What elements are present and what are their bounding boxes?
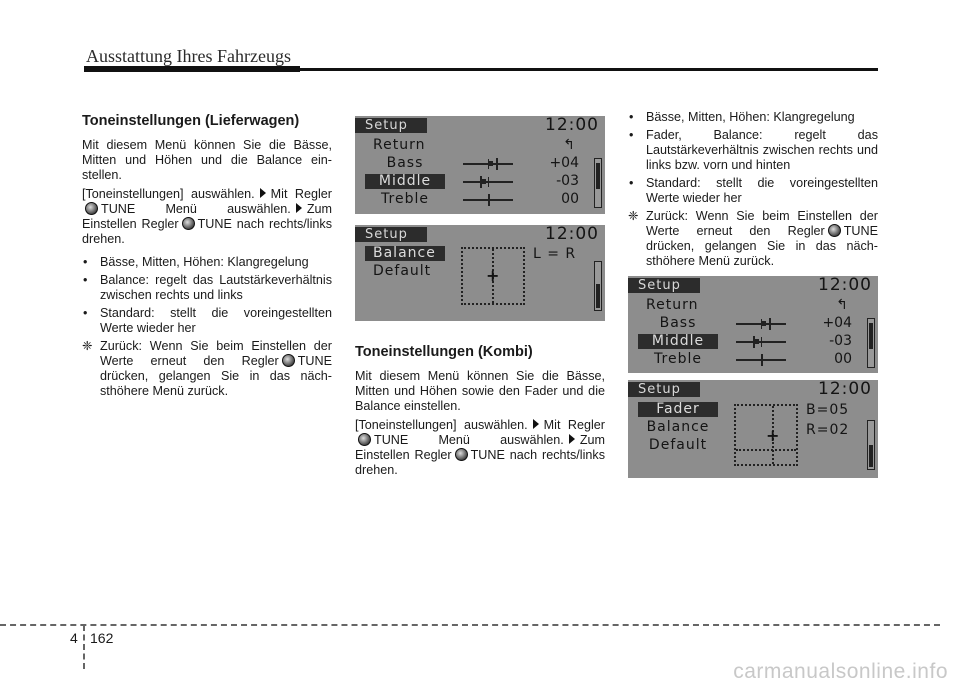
treble-slider[interactable] — [463, 199, 513, 201]
arrow-right-icon — [260, 188, 266, 198]
note-part: TUNE drücken, gelangen Sie in das näch-sthöhere Menü zurück. — [646, 224, 878, 268]
scrollbar[interactable] — [867, 420, 875, 470]
menu-item-treble[interactable]: Treble — [381, 191, 429, 207]
header-rule-accent — [84, 66, 300, 72]
position-marker-icon: + — [486, 266, 500, 285]
balance-value: R=02 — [806, 422, 850, 438]
instruction-text — [355, 418, 605, 478]
note-symbol-icon: ❈ — [628, 209, 639, 223]
eq-screen — [355, 116, 605, 214]
list-item: • Bässe, Mitten, Höhen: Klangregelung — [628, 110, 878, 125]
chapter-number: 4 — [70, 630, 78, 646]
menu-item-middle[interactable]: Middle — [638, 334, 718, 349]
note-text — [82, 339, 332, 399]
clock-display: 12:00 — [545, 225, 599, 244]
slider-handle[interactable] — [496, 158, 498, 170]
setup-label: Setup — [355, 227, 427, 242]
menu-item-bass[interactable]: Bass — [386, 155, 424, 171]
slider-fill — [754, 339, 759, 344]
balance-value: L = R — [533, 246, 577, 262]
list-item: • Bässe, Mitten, Höhen: Klangregelung — [82, 255, 332, 270]
eq-screen-kombi — [628, 276, 878, 373]
position-marker-icon: + — [766, 426, 780, 445]
page-number: 162 — [90, 630, 114, 646]
step-text: TUNE nach rechts/links drehen. — [355, 448, 605, 477]
clock-display: 12:00 — [818, 380, 872, 399]
list-item: • Balance: regelt das Lautstärkeverhältnis zwischen rechts und links — [82, 273, 332, 303]
setup-label: Setup — [628, 278, 700, 293]
slider-fill — [488, 161, 493, 166]
arrow-right-icon — [296, 203, 302, 213]
menu-item-fader[interactable]: Fader — [638, 402, 718, 417]
step-text: TUNE Menü auswählen. — [101, 202, 291, 216]
menu-item-return[interactable]: Return — [646, 297, 699, 313]
bass-value: +04 — [549, 155, 579, 171]
fader-screen — [628, 380, 878, 478]
scrollbar-thumb[interactable] — [596, 163, 600, 189]
footer-rule — [0, 624, 940, 626]
treble-slider[interactable] — [736, 359, 786, 361]
fader-value: B=05 — [806, 402, 850, 418]
arrow-right-icon — [569, 434, 575, 444]
setup-label: Setup — [628, 382, 700, 397]
middle-value: -03 — [556, 173, 579, 189]
arrow-right-icon — [533, 419, 539, 429]
menu-item-bass[interactable]: Bass — [659, 315, 697, 331]
screen-header — [628, 276, 878, 295]
column-kombi — [355, 343, 605, 482]
menu-item-return[interactable]: Return — [373, 137, 426, 153]
scrollbar[interactable] — [594, 158, 602, 208]
bass-slider[interactable] — [463, 163, 513, 165]
note-part: Zurück: Wenn Sie beim Einstellen der Werte erneut den Regler — [646, 209, 878, 238]
note-symbol-icon: ❈ — [82, 339, 93, 353]
menu-item-balance[interactable]: Balance — [365, 246, 445, 261]
column-kombi-notes — [628, 110, 878, 269]
bullet-list — [82, 255, 332, 336]
menu-item-default[interactable]: Default — [648, 437, 708, 453]
fader-grid — [734, 404, 798, 466]
scrollbar-thumb[interactable] — [596, 284, 600, 308]
slider-handle[interactable] — [488, 194, 490, 206]
screen-header — [628, 380, 878, 399]
return-icon: ↰ — [836, 297, 848, 313]
treble-value: 00 — [834, 351, 852, 367]
note-text — [628, 209, 878, 269]
chapter-title: Ausstattung Ihres Fahrzeugs — [86, 46, 291, 66]
slider-fill — [761, 321, 766, 326]
middle-value: -03 — [829, 333, 852, 349]
tune-knob-icon — [85, 202, 98, 215]
intro-text: Mit diesem Menü können Sie die Bässe, Mitten und Höhen und die Balance ein-stellen. — [82, 138, 332, 182]
middle-slider[interactable] — [463, 181, 513, 183]
middle-slider[interactable] — [736, 341, 786, 343]
step-text: Zum Einstellen Regler — [82, 202, 332, 231]
tune-knob-icon — [282, 354, 295, 367]
list-item: • Fader, Balance: regelt das Lautstärkeverhältnis zwischen rechts und links bzw. vorn und hinten — [628, 128, 878, 173]
clock-display: 12:00 — [545, 116, 599, 135]
clock-display: 12:00 — [818, 276, 872, 295]
note-part: TUNE drücken, gelangen Sie in das näch-sthöhere Menü zurück. — [100, 354, 332, 398]
tune-knob-icon — [358, 433, 371, 446]
bullet-list — [628, 110, 878, 206]
menu-item-treble[interactable]: Treble — [654, 351, 702, 367]
section-heading: Toneinstellungen (Kombi) — [355, 344, 533, 360]
step-text: Zum Einstellen Regler — [355, 433, 605, 462]
menu-item-default[interactable]: Default — [373, 263, 432, 279]
grid-line — [736, 449, 796, 451]
menu-item-balance[interactable]: Balance — [646, 419, 710, 435]
treble-value: 00 — [561, 191, 579, 207]
section-heading: Toneinstellungen (Lieferwagen) — [82, 113, 300, 129]
return-icon: ↰ — [563, 137, 575, 153]
footer-divider — [83, 625, 85, 669]
slider-fill — [481, 179, 486, 184]
tune-knob-icon — [455, 448, 468, 461]
screen-header — [355, 225, 605, 244]
scrollbar[interactable] — [594, 261, 602, 311]
slider-handle[interactable] — [769, 318, 771, 330]
scrollbar-thumb[interactable] — [869, 445, 873, 467]
slider-center-mark — [761, 337, 762, 347]
tune-knob-icon — [182, 217, 195, 230]
list-item: • Standard: stellt die voreingestellten Werte wieder her — [82, 306, 332, 336]
intro-text: Mit diesem Menü können Sie die Bässe, Mitten und Höhen sowie den Fader und die Balance einstellen. — [355, 369, 605, 413]
setup-label: Setup — [355, 118, 427, 133]
step-text: TUNE nach rechts/links drehen. — [82, 217, 332, 246]
screen-header — [355, 116, 605, 135]
watermark: carmanualsonline.info — [733, 660, 948, 683]
balance-grid — [461, 247, 525, 305]
step-text: [Toneinstellungen] auswählen. — [355, 418, 528, 432]
balance-screen — [355, 225, 605, 321]
step-text: TUNE Menü auswählen. — [374, 433, 564, 447]
menu-item-middle[interactable]: Middle — [365, 174, 445, 189]
list-item: • Standard: stellt die voreingestellten Werte wieder her — [628, 176, 878, 206]
note-part: Zurück: Wenn Sie beim Einstellen der Werte erneut den Regler — [100, 339, 332, 368]
tune-knob-icon — [828, 224, 841, 237]
step-text: [Toneinstellungen] auswählen. — [82, 187, 255, 201]
column-lieferwagen — [82, 112, 332, 399]
slider-handle[interactable] — [761, 354, 763, 366]
step-text: Mit Regler — [270, 187, 332, 201]
scrollbar[interactable] — [867, 318, 875, 368]
slider-center-mark — [488, 177, 489, 187]
bass-slider[interactable] — [736, 323, 786, 325]
scrollbar-thumb[interactable] — [869, 323, 873, 349]
instruction-text — [82, 187, 332, 247]
bass-value: +04 — [822, 315, 852, 331]
step-text: Mit Regler — [543, 418, 605, 432]
